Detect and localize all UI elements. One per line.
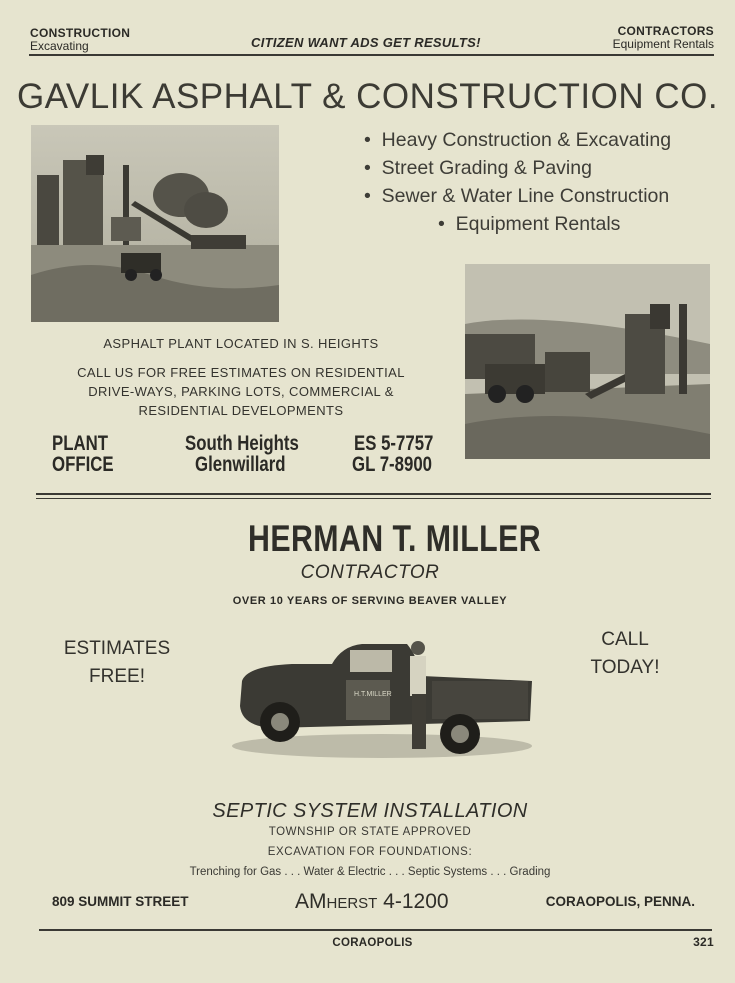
footer-town: CORAOPOLIS [332, 937, 413, 949]
excavation-line: EXCAVATION FOR FOUNDATIONS: [267, 846, 473, 858]
miller-city: CORAOPOLIS, PENNA. [545, 894, 695, 909]
call-today-callout: CALL TODAY! [590, 629, 660, 678]
miller-phone: AMHERST 4-1200 [295, 890, 449, 913]
estimates-callout: ESTIMATES FREE! [63, 638, 171, 687]
miller-role: CONTRACTOR [300, 562, 440, 583]
section-label: CONSTRUCTION [30, 26, 131, 40]
gavlik-title: GAVLIK ASPHALT & CONSTRUCTION CO. [16, 77, 719, 116]
asphalt-plant-photo [31, 125, 279, 322]
service-item: • Sewer & Water Line Construction [364, 185, 670, 207]
section-divider [36, 498, 711, 499]
page-number: 321 [693, 935, 714, 949]
miller-name: HERMAN T. MILLER [248, 518, 542, 559]
section-divider [36, 493, 711, 495]
estimate-line: RESIDENTIAL DEVELOPMENTS [138, 403, 344, 418]
truck-photo [232, 636, 534, 762]
office-phone: GL 7-8900 [352, 453, 433, 476]
office-location: Glenwillard [195, 453, 286, 476]
footer-rule [39, 929, 712, 931]
office-label: OFFICE [52, 453, 114, 476]
service-item: • Street Grading & Paving [364, 157, 592, 179]
miller-tagline: OVER 10 YEARS OF SERVING BEAVER VALLEY [232, 595, 508, 607]
section-sublabel: Excavating [30, 39, 89, 53]
approved-line: TOWNSHIP OR STATE APPROVED [268, 826, 472, 838]
header-rule [29, 54, 714, 56]
trenching-line: Trenching for Gas . . . Water & Electric . . . Septic Systems . . . Grading [189, 866, 551, 878]
svg-text:H.T.MILLER: H.T.MILLER [354, 691, 392, 698]
plant-location: South Heights [185, 432, 299, 455]
plant-phone: ES 5-7757 [354, 432, 434, 455]
running-headline: CITIZEN WANT ADS GET RESULTS! [251, 35, 481, 50]
estimate-line: DRIVE-WAYS, PARKING LOTS, COMMERCIAL & [88, 384, 394, 399]
service-item: • Heavy Construction & Excavating [364, 129, 672, 151]
paving-equipment-photo [465, 264, 710, 459]
section-label-right: CONTRACTORS [617, 24, 714, 38]
plant-caption: ASPHALT PLANT LOCATED IN S. HEIGHTS [103, 336, 379, 351]
miller-address: 809 SUMMIT STREET [52, 894, 189, 909]
section-sublabel-right: Equipment Rentals [612, 37, 714, 51]
septic-title: SEPTIC SYSTEM INSTALLATION [212, 800, 528, 822]
service-item: • Equipment Rentals [438, 213, 621, 235]
estimate-line: CALL US FOR FREE ESTIMATES ON RESIDENTIAL [77, 365, 405, 380]
plant-label: PLANT [52, 432, 108, 455]
